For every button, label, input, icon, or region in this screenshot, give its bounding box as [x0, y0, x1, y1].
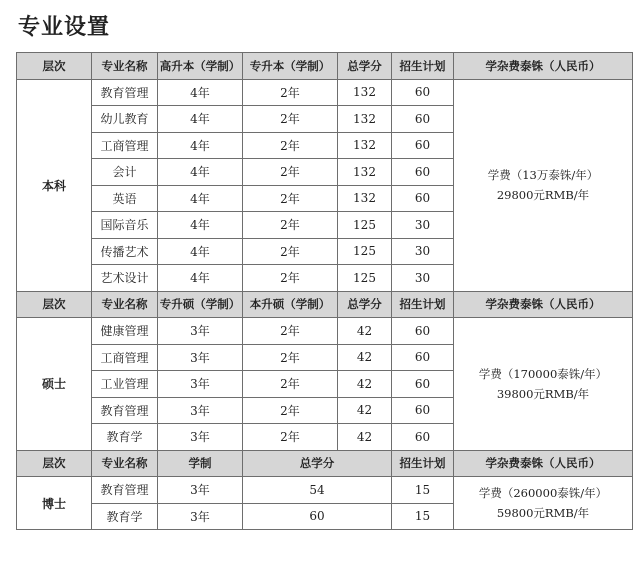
plan: 30: [392, 238, 454, 265]
duration-b: 2年: [243, 212, 338, 239]
duration-a: 3年: [158, 344, 243, 371]
header-duration-b: 本升硕（学制）: [243, 291, 338, 318]
major-name: 幼儿教育: [92, 106, 158, 133]
plan: 60: [392, 371, 454, 398]
credits: 132: [338, 106, 392, 133]
credits: 42: [338, 318, 392, 345]
duration-a: 4年: [158, 132, 243, 159]
duration-b: 2年: [243, 159, 338, 186]
header-duration-a: 高升本（学制）: [158, 53, 243, 80]
fee-doctor: [454, 477, 633, 530]
header-duration: 学制: [158, 450, 243, 477]
header-fee: 学杂费泰铢（人民币）: [454, 53, 633, 80]
fee-bachelor: [454, 79, 633, 291]
header-credits: 总学分: [338, 53, 392, 80]
duration-b: 2年: [243, 106, 338, 133]
duration-a: 4年: [158, 106, 243, 133]
duration-b: 2年: [243, 371, 338, 398]
doctor-header-row: [17, 450, 633, 477]
level-master: 硕士: [17, 318, 92, 451]
fee-rmb: 29800元RMB/年: [496, 188, 590, 202]
level-bachelor: 本科: [17, 79, 92, 291]
fee-thb: 学费（260000泰铢/年）: [478, 486, 608, 500]
header-plan: 招生计划: [392, 291, 454, 318]
duration-b: 2年: [243, 265, 338, 292]
plan: 60: [392, 424, 454, 451]
duration-a: 4年: [158, 79, 243, 106]
major-name: 教育管理: [92, 477, 158, 504]
plan: 60: [392, 344, 454, 371]
header-credits: 总学分: [338, 291, 392, 318]
plan: 60: [392, 106, 454, 133]
credits: 125: [338, 212, 392, 239]
header-plan: 招生计划: [392, 53, 454, 80]
duration-a: 4年: [158, 265, 243, 292]
major-name: 国际音乐: [92, 212, 158, 239]
plan: 15: [392, 503, 454, 530]
credits: 132: [338, 132, 392, 159]
major-name: 教育学: [92, 424, 158, 451]
credits: 42: [338, 344, 392, 371]
table-row: [17, 79, 633, 106]
duration-b: 2年: [243, 185, 338, 212]
credits: 132: [338, 159, 392, 186]
duration-b: 2年: [243, 318, 338, 345]
major-name: 教育管理: [92, 79, 158, 106]
major-name: 会计: [92, 159, 158, 186]
duration-b: 2年: [243, 79, 338, 106]
credits: 42: [338, 371, 392, 398]
credits: 42: [338, 424, 392, 451]
plan: 15: [392, 477, 454, 504]
duration-a: 3年: [158, 477, 243, 504]
duration-b: 2年: [243, 132, 338, 159]
plan: 30: [392, 212, 454, 239]
duration-b: 2年: [243, 238, 338, 265]
credits: 125: [338, 238, 392, 265]
duration-b: 2年: [243, 424, 338, 451]
header-duration-b: 专升本（学制）: [243, 53, 338, 80]
duration-a: 4年: [158, 159, 243, 186]
duration-a: 4年: [158, 238, 243, 265]
major-name: 工业管理: [92, 371, 158, 398]
header-level: 层次: [17, 450, 92, 477]
credits: 54: [243, 477, 392, 504]
fee-rmb: 39800元RMB/年: [496, 386, 590, 401]
header-fee: 学杂费泰铢（人民币）: [454, 291, 633, 318]
duration-a: 3年: [158, 397, 243, 424]
header-level: 层次: [17, 291, 92, 318]
credits: 42: [338, 397, 392, 424]
master-header-row: [17, 291, 633, 318]
plan: 30: [392, 265, 454, 292]
major-name: 教育学: [92, 503, 158, 530]
credits: 125: [338, 265, 392, 292]
credits: 132: [338, 185, 392, 212]
header-fee: 学杂费泰铢（人民币）: [454, 450, 633, 477]
header-credits: 总学分: [243, 450, 392, 477]
plan: 60: [392, 318, 454, 345]
major-name: 工商管理: [92, 344, 158, 371]
duration-a: 3年: [158, 424, 243, 451]
page-title: 专业设置: [18, 15, 111, 40]
header-plan: 招生计划: [392, 450, 454, 477]
duration-a: 4年: [158, 212, 243, 239]
level-doctor: 博士: [17, 477, 92, 530]
plan: 60: [392, 185, 454, 212]
fee-rmb: 59800元RMB/年: [496, 506, 590, 520]
major-name: 教育管理: [92, 397, 158, 424]
major-name: 英语: [92, 185, 158, 212]
duration-a: 4年: [158, 185, 243, 212]
plan: 60: [392, 397, 454, 424]
plan: 60: [392, 159, 454, 186]
duration-a: 3年: [158, 371, 243, 398]
plan: 60: [392, 79, 454, 106]
fee-thb: 学费（13万泰铢/年）: [487, 168, 599, 182]
major-name: 工商管理: [92, 132, 158, 159]
duration-b: 2年: [243, 397, 338, 424]
header-duration-a: 专升硕（学制）: [158, 291, 243, 318]
table-row: [17, 477, 633, 504]
program-table: [16, 52, 633, 530]
major-name: 传播艺术: [92, 238, 158, 265]
major-name: 艺术设计: [92, 265, 158, 292]
fee-thb: 学费（170000泰铢/年）: [478, 366, 608, 381]
header-major: 专业名称: [92, 53, 158, 80]
plan: 60: [392, 132, 454, 159]
bachelor-header-row: [17, 53, 633, 80]
duration-a: 3年: [158, 503, 243, 530]
header-major: 专业名称: [92, 291, 158, 318]
header-major: 专业名称: [92, 450, 158, 477]
fee-master: [454, 318, 633, 451]
duration-a: 3年: [158, 318, 243, 345]
table-row: [17, 318, 633, 345]
credits: 60: [243, 503, 392, 530]
header-level: 层次: [17, 53, 92, 80]
duration-b: 2年: [243, 344, 338, 371]
credits: 132: [338, 79, 392, 106]
major-name: 健康管理: [92, 318, 158, 345]
